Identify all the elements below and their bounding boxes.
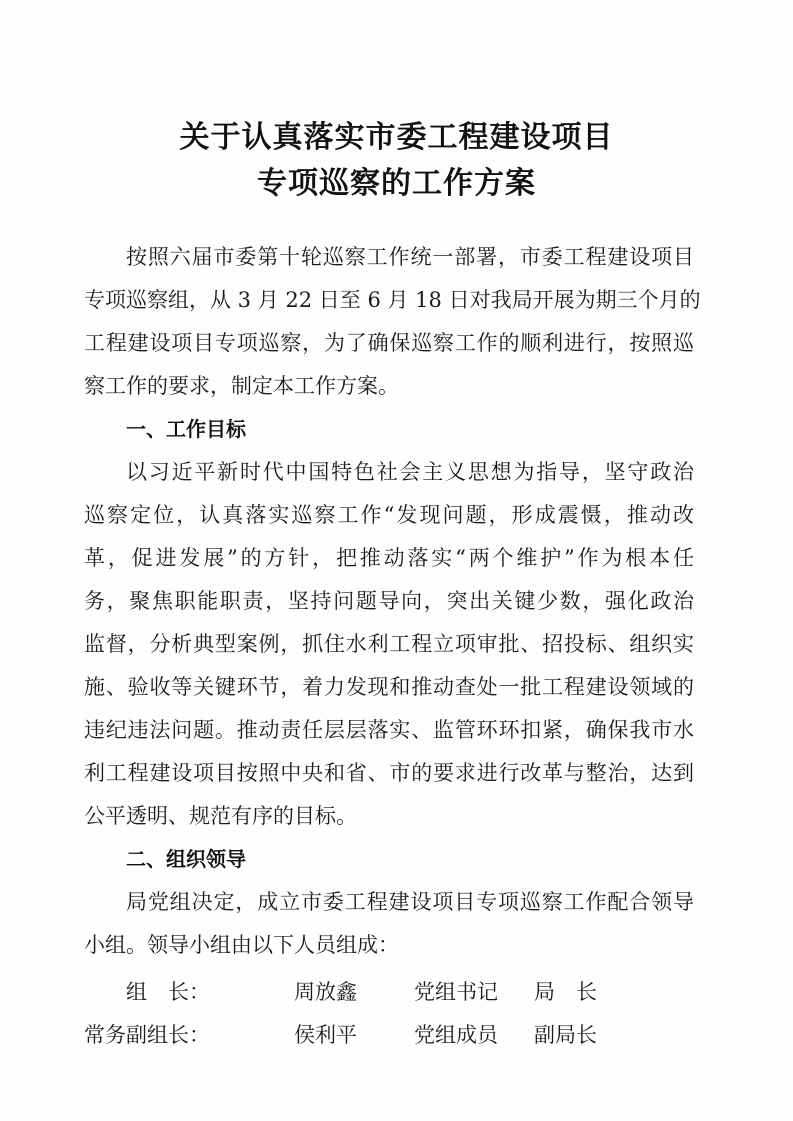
goals-line: 监督，分析典型案例，抓住水利工程立项审批、招投标、组织实 xyxy=(84,632,694,656)
intro-line: 工程建设项目专项巡察，为了确保巡察工作的顺利进行，按照巡 xyxy=(84,331,694,355)
intro-line: 察工作的要求，制定本工作方案。 xyxy=(84,374,399,398)
goals-line: 利工程建设项目按照中央和省、市的要求进行改革与整治，达到 xyxy=(84,761,694,785)
goals-line: 施、验收等关键环节，着力发现和推动查处一批工程建设领域的 xyxy=(84,675,694,699)
member-admin-position: 副局长 xyxy=(534,1023,597,1047)
section-heading-organization: 二、组织领导 xyxy=(126,847,246,871)
document-title-line-1: 关于认真落实市委工程建设项目 xyxy=(179,120,614,155)
organization-line: 小组。领导小组由以下人员组成： xyxy=(84,933,399,957)
member-party-position: 党组书记 xyxy=(414,980,498,1004)
goals-line: 以习近平新时代中国特色社会主义思想为指导，坚守政治 xyxy=(126,460,694,484)
goals-line: 巡察定位，认真落实巡察工作“发现问题，形成震慑，推动改 xyxy=(84,503,694,527)
goals-line: 违纪违法问题。推动责任层层落实、监管环环扣紧，确保我市水 xyxy=(84,718,694,742)
section-heading-goals: 一、工作目标 xyxy=(126,417,246,441)
goals-line: 革，促进发展”的方针，把推动落实“两个维护”作为根本任 xyxy=(84,546,694,570)
intro-line: 按照六届市委第十轮巡察工作统一部署，市委工程建设项目 xyxy=(126,245,694,269)
member-name: 周放鑫 xyxy=(294,980,357,1004)
member-row-leader xyxy=(84,971,694,1014)
document-title-line-2: 专项巡察的工作方案 xyxy=(257,166,536,201)
document-body xyxy=(84,236,701,1057)
goals-line: 务，聚焦职能职责，坚持问题导向，突出关键少数，强化政治 xyxy=(84,589,694,613)
goals-line: 公平透明、规范有序的目标。 xyxy=(84,804,357,828)
member-role: 组 长： xyxy=(126,980,210,1004)
member-party-position: 党组成员 xyxy=(414,1023,498,1047)
organization-line: 局党组决定，成立市委工程建设项目专项巡察工作配合领导 xyxy=(126,890,694,914)
intro-line: 专项巡察组，从 3 月 22 日至 6 月 18 日对我局开展为期三个月的 xyxy=(84,288,701,312)
member-name: 侯利平 xyxy=(294,1023,357,1047)
member-row-executive-deputy xyxy=(84,1014,694,1057)
member-role: 常务副组长： xyxy=(84,1023,210,1047)
member-admin-position: 局 长 xyxy=(534,980,597,1004)
